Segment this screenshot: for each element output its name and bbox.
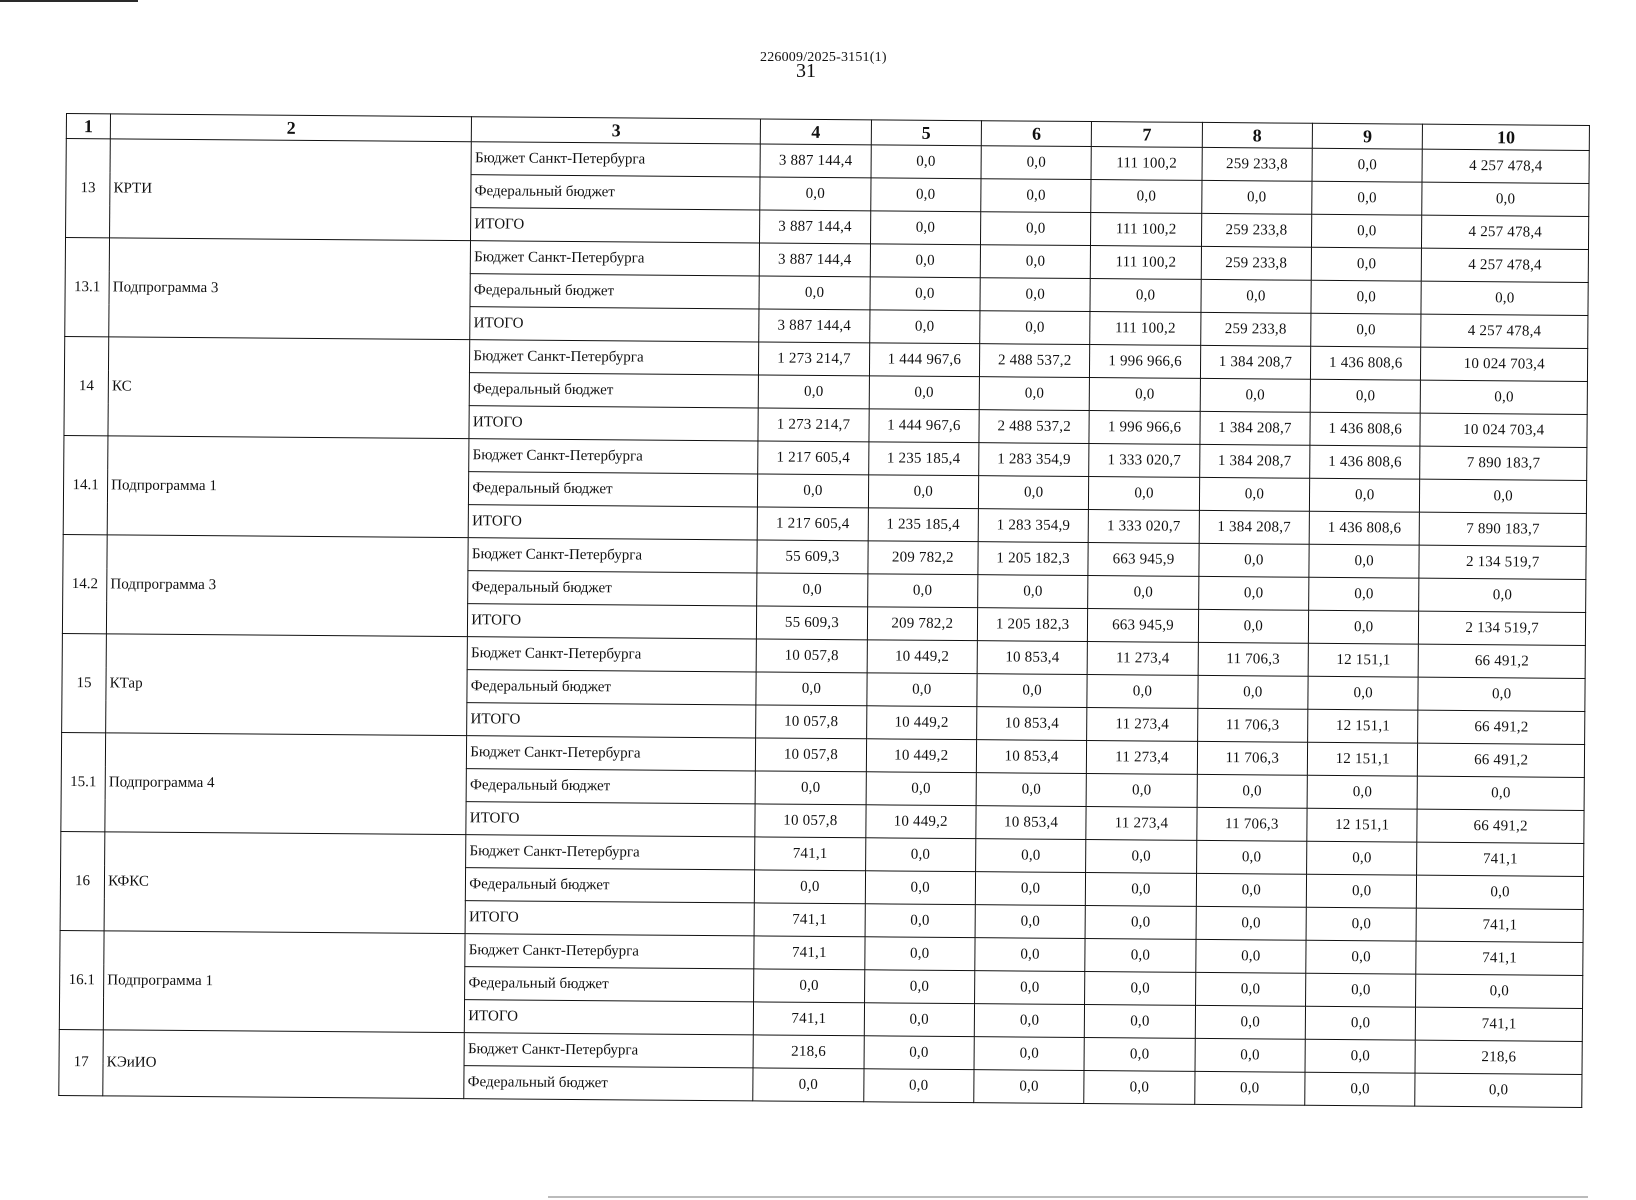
year-value: 0,0 (871, 145, 982, 179)
year-value: 1 384 208,7 (1199, 510, 1310, 544)
year-value: 1 217 605,4 (757, 507, 868, 541)
year-value: 0,0 (1198, 576, 1309, 610)
table-body (59, 139, 1589, 1108)
total-value: 0,0 (1417, 875, 1584, 909)
total-value: 4 257 478,4 (1421, 314, 1588, 348)
year-value: 1 333 020,7 (1088, 510, 1199, 544)
year-value: 0,0 (1086, 840, 1197, 874)
year-value: 0,0 (869, 310, 980, 344)
year-value: 0,0 (870, 211, 981, 245)
item-name: КС (108, 337, 470, 439)
total-value: 741,1 (1416, 908, 1583, 942)
total-value: 0,0 (1415, 1073, 1582, 1107)
funding-source: Бюджет Санкт-Петербурга (471, 142, 760, 177)
year-value: 11 273,4 (1087, 642, 1198, 676)
funding-source: Бюджет Санкт-Петербурга (469, 439, 758, 474)
year-value: 0,0 (866, 673, 977, 707)
column-header: 8 (1202, 122, 1313, 148)
total-value: 0,0 (1418, 677, 1585, 711)
year-value: 0,0 (755, 870, 866, 904)
year-value: 259 233,8 (1202, 147, 1313, 181)
year-value: 0,0 (980, 212, 1091, 246)
column-header: 10 (1423, 124, 1590, 150)
year-value: 11 706,3 (1197, 741, 1308, 775)
document-header (0, 46, 1636, 86)
column-header: 4 (761, 119, 872, 145)
year-value: 11 273,4 (1087, 741, 1198, 775)
year-value: 0,0 (753, 1068, 864, 1102)
year-value: 1 436 808,6 (1310, 412, 1421, 446)
item-number: 16.1 (59, 930, 104, 1029)
item-name: КРТИ (110, 139, 472, 241)
item-name: Подпрограмма 1 (107, 436, 469, 538)
year-value: 0,0 (868, 475, 979, 509)
scan-edge-bottom (548, 1196, 1588, 1198)
year-value: 3 887 144,4 (759, 243, 870, 277)
year-value: 0,0 (975, 971, 1086, 1005)
year-value: 0,0 (758, 375, 869, 409)
funding-source: Федеральный бюджет (465, 967, 754, 1002)
year-value: 0,0 (1306, 907, 1417, 941)
year-value: 0,0 (757, 573, 868, 607)
year-value: 0,0 (1305, 1039, 1416, 1073)
year-value: 259 233,8 (1200, 312, 1311, 346)
year-value: 0,0 (754, 969, 865, 1003)
year-value: 259 233,8 (1201, 246, 1312, 280)
funding-source: Федеральный бюджет (471, 175, 760, 210)
total-value: 0,0 (1421, 281, 1588, 315)
year-value: 0,0 (1312, 214, 1423, 248)
total-value: 2 134 519,7 (1419, 545, 1586, 579)
year-value: 0,0 (755, 771, 866, 805)
item-name: Подпрограмма 4 (105, 733, 467, 835)
year-value: 0,0 (1090, 378, 1201, 412)
year-value: 0,0 (759, 276, 870, 310)
year-value: 10 853,4 (976, 740, 1087, 774)
year-value: 209 782,2 (868, 541, 979, 575)
year-value: 11 706,3 (1197, 807, 1308, 841)
year-value: 0,0 (1308, 676, 1419, 710)
year-value: 10 449,2 (867, 640, 978, 674)
year-value: 111 100,2 (1091, 213, 1202, 247)
year-value: 3 887 144,4 (759, 309, 870, 343)
year-value: 0,0 (758, 474, 869, 508)
column-header: 5 (871, 120, 982, 146)
year-value: 0,0 (864, 970, 975, 1004)
year-value: 0,0 (1312, 148, 1423, 182)
total-value: 2 134 519,7 (1419, 611, 1586, 645)
funding-source: Федеральный бюджет (466, 868, 755, 903)
year-value: 10 853,4 (977, 707, 1088, 741)
funding-source: Федеральный бюджет (468, 571, 757, 606)
funding-source: Бюджет Санкт-Петербурга (464, 1033, 753, 1068)
total-value: 4 257 478,4 (1422, 149, 1589, 183)
year-value: 0,0 (756, 672, 867, 706)
year-value: 1 217 605,4 (758, 441, 869, 475)
year-value: 0,0 (1196, 906, 1307, 940)
year-value: 3 887 144,4 (760, 144, 871, 178)
year-value: 11 706,3 (1198, 642, 1309, 676)
funding-source: Бюджет Санкт-Петербурга (471, 241, 760, 276)
year-value: 0,0 (865, 838, 976, 872)
year-value: 1 283 354,9 (978, 509, 1089, 543)
year-value: 0,0 (1197, 774, 1308, 808)
year-value: 0,0 (1199, 477, 1310, 511)
funding-source: ИТОГО (468, 505, 757, 540)
year-value: 10 449,2 (866, 739, 977, 773)
year-value: 0,0 (980, 245, 1091, 279)
year-value: 11 273,4 (1087, 708, 1198, 742)
year-value: 1 436 808,6 (1310, 346, 1421, 380)
item-name: КТар (106, 634, 468, 736)
year-value: 218,6 (753, 1035, 864, 1069)
total-value: 66 491,2 (1417, 809, 1584, 843)
total-value: 10 024 703,4 (1421, 347, 1588, 381)
year-value: 1 996 966,6 (1089, 411, 1200, 445)
year-value: 0,0 (1309, 577, 1420, 611)
year-value: 0,0 (974, 1004, 1085, 1038)
item-number: 13.1 (65, 238, 110, 337)
year-value: 0,0 (1087, 675, 1198, 709)
total-value: 66 491,2 (1419, 644, 1586, 678)
funding-source: Федеральный бюджет (470, 373, 759, 408)
year-value: 0,0 (980, 278, 1091, 312)
year-value: 1 273 214,7 (758, 408, 869, 442)
year-value: 12 151,1 (1308, 643, 1419, 677)
year-value: 0,0 (1084, 1038, 1195, 1072)
year-value: 1 235 185,4 (868, 442, 979, 476)
funding-source: ИТОГО (465, 1000, 754, 1035)
year-value: 1 384 208,7 (1200, 411, 1311, 445)
funding-source: ИТОГО (465, 901, 754, 936)
total-value: 66 491,2 (1418, 710, 1585, 744)
year-value: 259 233,8 (1201, 213, 1312, 247)
year-value: 1 283 354,9 (979, 443, 1090, 477)
year-value: 663 945,9 (1088, 609, 1199, 643)
funding-source: ИТОГО (468, 604, 757, 639)
funding-source: ИТОГО (467, 703, 756, 738)
funding-source: ИТОГО (466, 802, 755, 837)
item-name: Подпрограмма 1 (103, 931, 465, 1033)
year-value: 10 853,4 (976, 806, 1087, 840)
funding-source: ИТОГО (471, 208, 760, 243)
year-value: 0,0 (978, 575, 1089, 609)
year-value: 10 449,2 (866, 706, 977, 740)
year-value: 12 151,1 (1308, 709, 1419, 743)
year-value: 3 887 144,4 (760, 210, 871, 244)
year-value: 2 488 537,2 (979, 410, 1090, 444)
year-value: 0,0 (863, 1069, 974, 1103)
year-value: 0,0 (864, 1003, 975, 1037)
year-value: 1 273 214,7 (759, 342, 870, 376)
item-number: 14 (64, 336, 109, 435)
column-header: 3 (472, 117, 761, 144)
year-value: 1 235 185,4 (868, 508, 979, 542)
year-value: 2 488 537,2 (979, 344, 1090, 378)
year-value: 12 151,1 (1307, 808, 1418, 842)
year-value: 741,1 (755, 837, 866, 871)
column-header: 2 (110, 114, 471, 142)
year-value: 10 449,2 (865, 805, 976, 839)
total-value: 218,6 (1415, 1040, 1582, 1074)
year-value: 0,0 (975, 905, 1086, 939)
year-value: 111 100,2 (1091, 246, 1202, 280)
year-value: 663 945,9 (1088, 543, 1199, 577)
year-value: 55 609,3 (757, 540, 868, 574)
year-value: 0,0 (1309, 544, 1420, 578)
column-header: 9 (1312, 123, 1423, 149)
column-header: 7 (1092, 122, 1203, 148)
total-value: 741,1 (1416, 941, 1583, 975)
funding-source: Бюджет Санкт-Петербурга (466, 835, 755, 870)
year-value: 0,0 (1307, 841, 1418, 875)
year-value: 0,0 (1200, 378, 1311, 412)
year-value: 0,0 (1309, 478, 1420, 512)
year-value: 1 996 966,6 (1090, 345, 1201, 379)
total-value: 4 257 478,4 (1422, 215, 1589, 249)
funding-source: Бюджет Санкт-Петербурга (467, 637, 756, 672)
year-value: 0,0 (1305, 1006, 1416, 1040)
year-value: 0,0 (865, 904, 976, 938)
year-value: 0,0 (1194, 1071, 1305, 1105)
year-value: 0,0 (974, 1070, 1085, 1104)
year-value: 1 444 967,6 (869, 343, 980, 377)
year-value: 0,0 (1085, 972, 1196, 1006)
year-value: 10 057,8 (756, 639, 867, 673)
year-value: 0,0 (864, 1036, 975, 1070)
year-value: 0,0 (865, 871, 976, 905)
year-value: 0,0 (1201, 180, 1312, 214)
year-value: 0,0 (976, 839, 1087, 873)
page-number: 31 (796, 60, 816, 82)
funding-source: Бюджет Санкт-Петербурга (467, 736, 756, 771)
funding-source: Федеральный бюджет (470, 274, 759, 309)
year-value: 0,0 (976, 773, 1087, 807)
total-value: 0,0 (1422, 182, 1589, 216)
year-value: 0,0 (1196, 840, 1307, 874)
year-value: 0,0 (1085, 906, 1196, 940)
year-value: 741,1 (754, 1002, 865, 1036)
item-name: Подпрограмма 3 (109, 238, 471, 340)
funding-source: Бюджет Санкт-Петербурга (470, 340, 759, 375)
year-value: 0,0 (1084, 1071, 1195, 1105)
year-value: 0,0 (1306, 940, 1417, 974)
year-value: 0,0 (1306, 874, 1417, 908)
year-value: 0,0 (1091, 180, 1202, 214)
year-value: 1 384 208,7 (1200, 345, 1311, 379)
year-value: 0,0 (975, 938, 1086, 972)
year-value: 0,0 (866, 772, 977, 806)
year-value: 0,0 (1088, 576, 1199, 610)
year-value: 0,0 (979, 377, 1090, 411)
funding-source: Федеральный бюджет (464, 1066, 753, 1101)
year-value: 0,0 (1311, 313, 1422, 347)
year-value: 1 444 967,6 (869, 409, 980, 443)
item-number: 17 (59, 1029, 104, 1095)
item-number: 15 (62, 633, 107, 732)
year-value: 0,0 (864, 937, 975, 971)
year-value: 111 100,2 (1090, 312, 1201, 346)
total-value: 7 890 183,7 (1420, 446, 1587, 480)
year-value: 0,0 (1086, 774, 1197, 808)
item-number: 14.1 (63, 435, 108, 534)
total-value: 66 491,2 (1418, 743, 1585, 777)
year-value: 10 853,4 (977, 641, 1088, 675)
year-value: 1 384 208,7 (1199, 444, 1310, 478)
year-value: 0,0 (981, 179, 1092, 213)
item-name: КЭиИО (103, 1030, 465, 1099)
year-value: 1 333 020,7 (1089, 444, 1200, 478)
item-number: 15.1 (61, 732, 106, 831)
year-value: 10 057,8 (755, 804, 866, 838)
year-value: 0,0 (1305, 1072, 1416, 1106)
year-value: 0,0 (1195, 1038, 1306, 1072)
year-value: 0,0 (1085, 1005, 1196, 1039)
total-value: 0,0 (1420, 479, 1587, 513)
year-value: 0,0 (870, 277, 981, 311)
year-value: 0,0 (870, 178, 981, 212)
year-value: 0,0 (760, 177, 871, 211)
year-value: 0,0 (1198, 675, 1309, 709)
year-value: 0,0 (1312, 181, 1423, 215)
year-value: 0,0 (1308, 610, 1419, 644)
item-number: 16 (60, 831, 105, 930)
total-value: 741,1 (1416, 1007, 1583, 1041)
year-value: 0,0 (974, 1037, 1085, 1071)
year-value: 1 205 182,3 (978, 542, 1089, 576)
year-value: 0,0 (1090, 279, 1201, 313)
total-value: 741,1 (1417, 842, 1584, 876)
funding-source: ИТОГО (469, 406, 758, 441)
item-name: КФКС (104, 832, 466, 934)
year-value: 0,0 (1195, 1005, 1306, 1039)
year-value: 0,0 (1311, 280, 1422, 314)
funding-source: Федеральный бюджет (469, 472, 758, 507)
year-value: 111 100,2 (1091, 147, 1202, 181)
year-value: 741,1 (754, 936, 865, 970)
year-value: 0,0 (981, 146, 1092, 180)
year-value: 0,0 (1198, 609, 1309, 643)
year-value: 0,0 (1195, 972, 1306, 1006)
funding-source: Федеральный бюджет (466, 769, 755, 804)
year-value: 1 436 808,6 (1309, 511, 1420, 545)
year-value: 12 151,1 (1307, 742, 1418, 776)
year-value: 10 057,8 (756, 705, 867, 739)
funding-source: Федеральный бюджет (467, 670, 756, 705)
item-number: 13 (66, 139, 111, 238)
year-value: 0,0 (1199, 543, 1310, 577)
item-number: 14.2 (62, 534, 107, 633)
year-value: 0,0 (867, 574, 978, 608)
year-value: 0,0 (1307, 775, 1418, 809)
year-value: 11 273,4 (1086, 807, 1197, 841)
year-value: 10 057,8 (756, 738, 867, 772)
scan-edge-top (0, 0, 138, 2)
year-value: 0,0 (975, 872, 1086, 906)
funding-source: Бюджет Санкт-Петербурга (468, 538, 757, 573)
year-value: 0,0 (1085, 939, 1196, 973)
year-value: 0,0 (1086, 873, 1197, 907)
year-value: 0,0 (978, 476, 1089, 510)
year-value: 0,0 (1201, 279, 1312, 313)
funding-source: Бюджет Санкт-Петербурга (465, 934, 754, 969)
year-value: 0,0 (980, 311, 1091, 345)
year-value: 55 609,3 (757, 606, 868, 640)
year-value: 1 436 808,6 (1310, 445, 1421, 479)
column-header: 6 (981, 121, 1092, 147)
year-value: 0,0 (869, 376, 980, 410)
item-name: Подпрограмма 3 (107, 535, 469, 637)
column-header: 1 (66, 114, 110, 139)
year-value: 1 205 182,3 (977, 608, 1088, 642)
year-value: 0,0 (1195, 939, 1306, 973)
year-value: 0,0 (977, 674, 1088, 708)
year-value: 741,1 (754, 903, 865, 937)
total-value: 10 024 703,4 (1420, 413, 1587, 447)
year-value: 11 706,3 (1197, 708, 1308, 742)
total-value: 7 890 183,7 (1420, 512, 1587, 546)
funding-source: ИТОГО (470, 307, 759, 342)
total-value: 4 257 478,4 (1422, 248, 1589, 282)
year-value: 0,0 (1089, 477, 1200, 511)
year-value: 0,0 (870, 244, 981, 278)
total-value: 0,0 (1417, 776, 1584, 810)
total-value: 0,0 (1421, 380, 1588, 414)
year-value: 0,0 (1311, 247, 1422, 281)
year-value: 0,0 (1310, 379, 1421, 413)
year-value: 0,0 (1196, 873, 1307, 907)
budget-table (58, 113, 1590, 1108)
document-number: 226009/2025-3151(1) (760, 50, 887, 65)
year-value: 0,0 (1306, 973, 1417, 1007)
total-value: 0,0 (1416, 974, 1583, 1008)
total-value: 0,0 (1419, 578, 1586, 612)
year-value: 209 782,2 (867, 607, 978, 641)
